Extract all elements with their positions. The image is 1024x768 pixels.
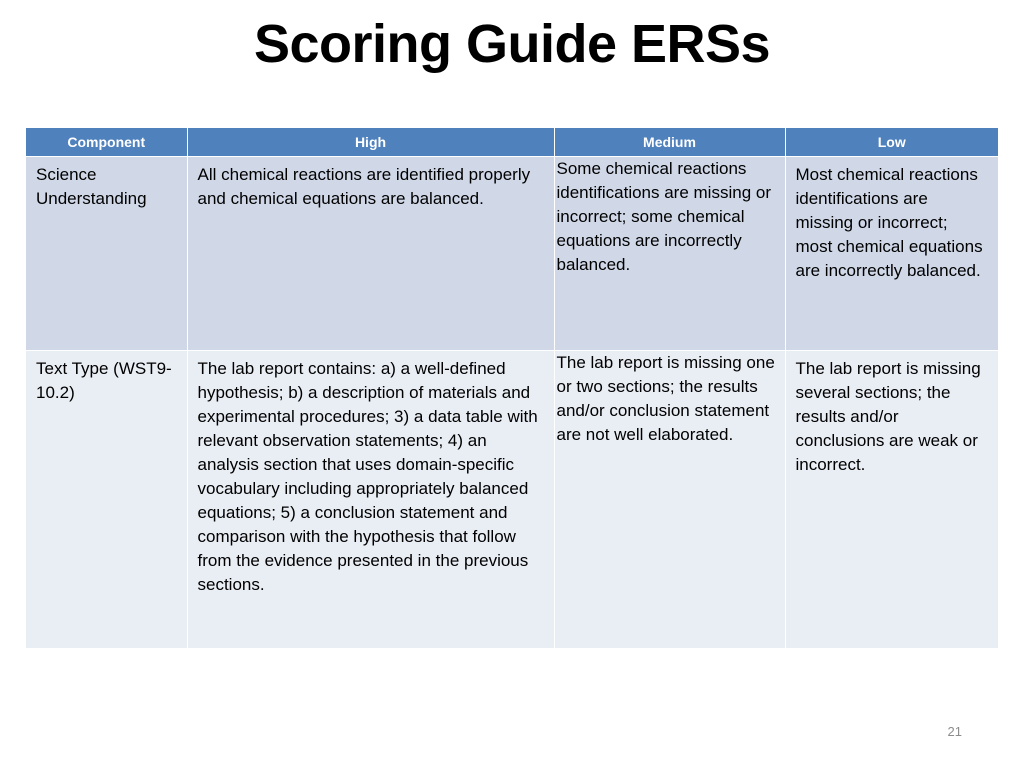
table-header-row: [26, 128, 998, 157]
column-header-high: High: [187, 128, 554, 157]
cell-low: Most chemical reactions identifications are missing or incorrect; most chemical equations are incorrectly balanced.: [785, 157, 998, 351]
cell-medium: The lab report is missing one or two sections; the results and/or conclusion statement are not well elaborated.: [554, 351, 785, 649]
page-number: 21: [947, 724, 962, 739]
cell-high: The lab report contains: a) a well-defined hypothesis; b) a description of materials and experimental procedures; 3) a data table with relevant observation statements; 4) an analysis section that uses domain-specific vocabulary including appropriately balanced equations; 5) a conclusion statement and comparison with the hypothesis that follow from the evidence presented in the previous sections.: [187, 351, 554, 649]
table-row: [26, 351, 998, 649]
column-header-component: Component: [26, 128, 187, 157]
cell-low: The lab report is missing several sections; the results and/or conclusions are weak or incorrect.: [785, 351, 998, 649]
table-row: [26, 157, 998, 351]
slide-title: Scoring Guide ERSs: [253, 14, 771, 74]
column-header-low: Low: [785, 128, 998, 157]
scoring-guide-table: [26, 128, 998, 648]
column-header-medium: Medium: [554, 128, 785, 157]
cell-high: All chemical reactions are identified properly and chemical equations are balanced.: [187, 157, 554, 351]
cell-component: Science Understanding: [26, 157, 187, 351]
cell-medium: Some chemical reactions identifications are missing or incorrect; some chemical equations are incorrectly balanced.: [554, 157, 785, 351]
cell-component: Text Type (WST9-10.2): [26, 351, 187, 649]
